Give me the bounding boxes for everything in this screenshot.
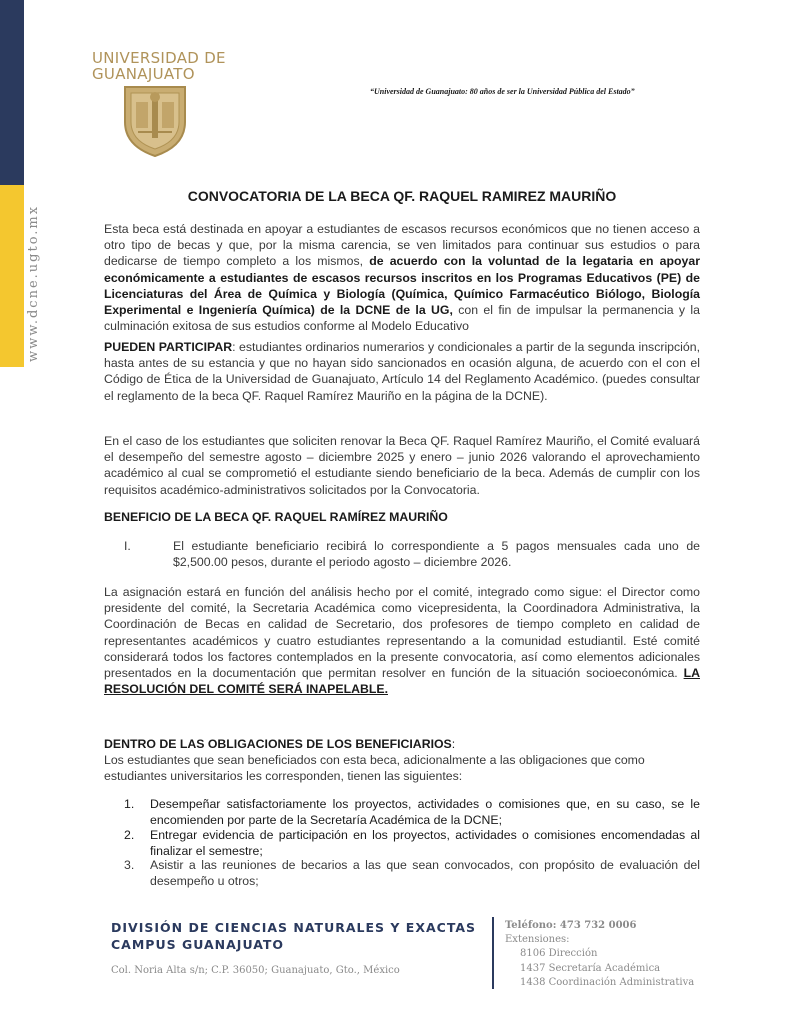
side-url: www.dcne.ugto.mx [26, 204, 41, 362]
obligations-heading-suffix: : [451, 737, 456, 751]
renewal-paragraph: En el caso de los estudiantes que soliciten renovar la Beca QF. Raquel Ramírez Mauriño, el Comité evaluará el desempeño del semestre agosto – diciembre 2025 y enero – junio 2026 valorando el aprovechamiento académico al cual se comprometió el estudiante siendo beneficiario de la beca. Además de cumplir con los requisitos académico-administrativos solicitados por la Convocatoria. [104, 434, 700, 497]
obligations-intro: Los estudiantes que sean beneficiados con esta beca, adicionalmente a las obligaciones que como estudiantes universitarios les corresponden, tienen las siguientes: [104, 753, 645, 784]
obligations-heading [104, 737, 700, 751]
obligation-item-marker: 1. [124, 797, 135, 811]
university-shield-icon [120, 84, 190, 158]
intro-paragraph [104, 221, 700, 334]
university-logo-text [92, 50, 232, 82]
footer-division [111, 919, 481, 953]
university-motto: “Universidad de Guanajuato: 80 años de ser la Universidad Pública del Estado” [370, 87, 635, 96]
footer-divider [492, 917, 494, 989]
intro-text-bold: de acuerdo con la voluntad de la legataria en apoyar económicamente a estudiantes de escasos recursos inscritos en los Programas Educativos (PE) de Licenciaturas del Área de Química y Biología (Química, Químico Farmacéutico Biólogo, Biología Experimental e Ingeniería Química) de la DCNE de la UG, [104, 254, 701, 318]
intro-text-a: Esta beca está destinada en apoyar a estudiantes de escasos recursos económicos que no tienen acceso a otro tipo de becas y que, por la misma carencia, se ven limitados para continuar sus estudios o para dedicarse de tiempo completo a los mismos, [104, 222, 700, 269]
footer-division-line1: DIVISIÓN DE CIENCIAS NATURALES Y EXACTAS [111, 920, 477, 935]
footer-contact [505, 919, 755, 990]
intro-text-b: con el fin de impulsar la permanencia y la culminación exitosa de sus estudios conforme al Modelo Educativo [104, 303, 700, 334]
benefit-heading: BENEFICIO DE LA BECA QF. RAQUEL RAMÍREZ MAURIÑO [104, 510, 448, 524]
benefit-list-item [124, 538, 700, 572]
footer-phone: Teléfono: 473 732 0006 [505, 920, 637, 931]
side-bar-navy [0, 0, 24, 185]
footer-extension: 1438 Coordinación Administrativa [520, 976, 695, 988]
side-bar-gold [0, 185, 24, 367]
obligation-item-marker: 2. [124, 828, 135, 842]
participants-label: PUEDEN PARTICIPAR [104, 340, 233, 354]
obligation-item [124, 796, 700, 830]
participants-paragraph [104, 339, 700, 404]
obligation-item-marker: 3. [124, 858, 135, 872]
obligation-item [124, 857, 700, 891]
obligation-item-text: Entregar evidencia de participación en los proyectos, actividades o comisiones encomendadas al finalizar el semestre; [150, 828, 700, 859]
footer-division-line2: CAMPUS GUANAJUATO [111, 937, 285, 952]
obligation-item-text: Desempeñar satisfactoriamente los proyectos, actividades o comisiones que, en su caso, se le encomienden por parte de la Secretaría Académica de la DCNE; [150, 797, 700, 828]
document-title: CONVOCATORIA DE LA BECA QF. RAQUEL RAMIREZ MAURIÑO [187, 188, 617, 204]
participants-text: : estudiantes ordinarios numerarios y condicionales a partir de la segunda inscripción, hasta antes de su estancia y que no hayan sido sancionados en ocasión alguna, de acuerdo con el con el Código de Ética de la Universidad de Guanajuato, Artículo 14 del Reglamento Académico. (puedes consultar el reglamento de la beca QF. Raquel Ramírez Mauriño en la página de la DCNE). [104, 340, 700, 403]
committee-resolution: LA RESOLUCIÓN DEL COMITÉ SERÁ INAPELABLE. [104, 666, 700, 697]
benefit-item-marker: I. [124, 539, 131, 553]
committee-text: La asignación estará en función del análisis hecho por el comité, integrado como sigue: el Director como presidente del comité, la Secretaria Académica como vicepresidenta, la Coordinadora Administrativa, la Coordinación de Becas en calidad de Secretario, dos profesores de tiempo completo en calidad de representantes académicos y cuatro estudiantes representando a la comunidad estudiantil. Esté comité considerará todos los factores contemplados en la presente convocatoria, así como elementos adicionales presentados en la documentación que permitan resolver en función de la situación socioeconómica. [104, 585, 700, 681]
committee-paragraph [104, 584, 700, 697]
obligation-item-text: Asistir a las reuniones de becarios a las que sean convocados, con propósito de evaluación del desempeño u otros; [150, 858, 700, 889]
footer-extension: 1437 Secretaría Académica [520, 962, 661, 974]
university-name-line2: GUANAJUATO [92, 65, 195, 83]
obligations-heading-text: DENTRO DE LAS OBLIGACIONES DE LOS BENEFICIARIOS [104, 737, 452, 751]
university-name-line1: UNIVERSIDAD DE [92, 49, 226, 67]
footer-extension: 8106 Dirección [520, 948, 598, 960]
footer-extensions-label: Extensiones: [505, 934, 570, 946]
footer-address: Col. Noria Alta s/n; C.P. 36050; Guanajuato, Gto., México [111, 965, 400, 976]
benefit-item-text: El estudiante beneficiario recibirá lo correspondiente a 5 pagos mensuales cada uno de $2,500.00 pesos, durante el periodo agosto – diciembre 2026. [173, 539, 700, 570]
obligation-item [124, 827, 700, 861]
